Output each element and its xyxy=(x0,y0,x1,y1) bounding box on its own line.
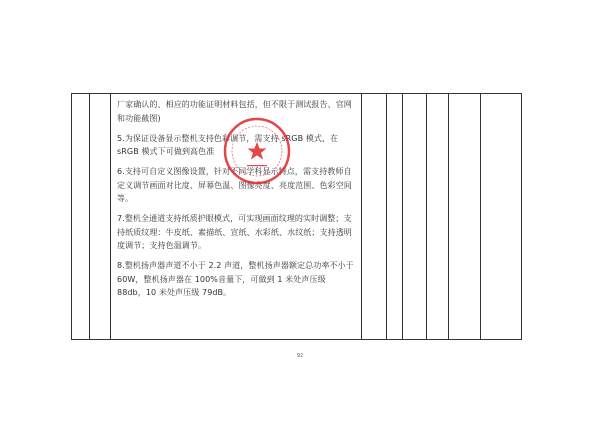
official-seal-stamp xyxy=(222,116,292,186)
table-column-divider xyxy=(448,94,449,339)
table-column-divider xyxy=(402,94,403,339)
spec-paragraph: 7.整机全通道支持纸质护眼模式，可实现画面纹理的实时调整；支持纸质纹理：牛皮纸、素描纸、宣纸、水彩纸、水纹纸；支持透明度调节；支持色温调节。 xyxy=(117,214,352,250)
table-column-divider xyxy=(361,94,362,339)
page-number: 92 xyxy=(296,353,304,359)
spec-paragraph: 厂家确认的、相应的功能证明材料包括，但不限于测试报告、官网和功能截图) xyxy=(117,100,352,123)
spec-paragraph: 6.支持可自定义图像设置，针对不同学科显示特点，需支持教师自定义调节画面对比度、屏幕色温、图像亮度、亮度范围、色彩空间等。 xyxy=(117,167,352,203)
table-column-divider xyxy=(480,94,481,339)
table-column-divider xyxy=(386,94,387,339)
spec-paragraph: 8.整机扬声器声道不小于 2.2 声道，整机扬声器额定总功率不小于 60W，整机扬声器在 100%音量下，可做到 1 米处声压级 88db，10 米处声压级 79dB。 xyxy=(117,261,354,297)
table-column-divider xyxy=(426,94,427,339)
table-column-divider xyxy=(89,94,90,339)
spec-paragraph: 5.为保证设备显示整机支持色彩调节，需支持 sRGB 模式，在 sRGB 模式下可做到高色准 xyxy=(117,133,339,156)
table-column-divider xyxy=(110,94,111,339)
